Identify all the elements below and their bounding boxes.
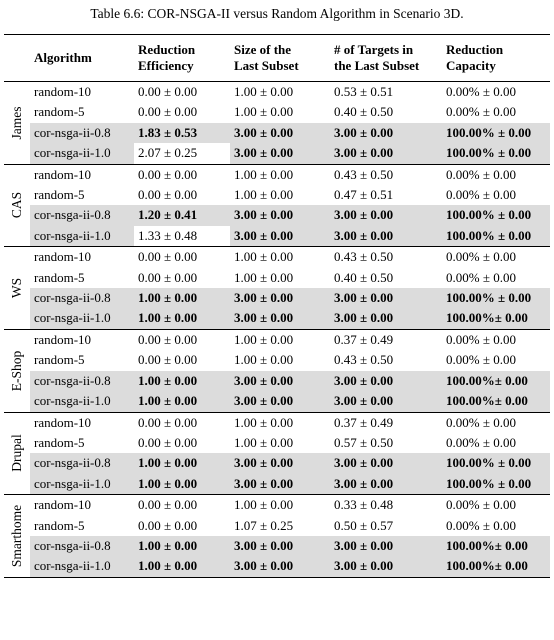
- table-row: [4, 350, 550, 370]
- cell-capacity: 0.00% ± 0.00: [446, 434, 516, 450]
- table-row: [4, 205, 550, 225]
- cell-capacity: 100.00% ± 0.00: [442, 453, 550, 473]
- header-reduction-efficiency: Reduction Efficiency: [138, 42, 196, 73]
- table-row: [4, 268, 550, 288]
- cell-algorithm: cor-nsga-ii-1.0: [30, 308, 134, 329]
- cell-size: 1.00 ± 0.00: [234, 269, 294, 285]
- group-label: Smarthome: [8, 504, 24, 568]
- cell-size: 1.00 ± 0.00: [234, 187, 294, 203]
- header-algorithm: Algorithm: [34, 50, 92, 65]
- cell-reduction-efficiency: 0.00 ± 0.00: [138, 249, 198, 265]
- header-reduction-capacity: Reduction Capacity: [446, 42, 504, 73]
- cell-reduction-efficiency: 1.33 ± 0.48: [134, 226, 230, 247]
- cell-reduction-efficiency: 2.07 ± 0.25: [134, 143, 230, 164]
- header-size-last-subset: Size of the Last Subset: [234, 42, 299, 73]
- cell-size: 1.00 ± 0.00: [234, 104, 294, 120]
- table-row: [4, 556, 550, 577]
- cell-targets: 3.00 ± 0.00: [330, 371, 442, 391]
- cell-targets: 3.00 ± 0.00: [330, 123, 442, 143]
- cell-capacity: 0.00% ± 0.00: [446, 414, 516, 430]
- cell-targets: 0.33 ± 0.48: [334, 497, 394, 513]
- cell-size: 3.00 ± 0.00: [230, 226, 330, 247]
- cell-reduction-efficiency: 0.00 ± 0.00: [138, 331, 198, 347]
- table-row: [4, 288, 550, 308]
- table-row: [4, 185, 550, 205]
- table-row: [4, 102, 550, 122]
- cell-algorithm: cor-nsga-ii-0.8: [30, 123, 134, 143]
- cell-capacity: 0.00% ± 0.00: [446, 331, 516, 347]
- cell-size: 1.00 ± 0.00: [234, 331, 294, 347]
- cell-algorithm: random-5: [34, 187, 85, 203]
- group-label: CAS: [8, 192, 24, 219]
- cell-algorithm: cor-nsga-ii-1.0: [30, 474, 134, 495]
- cell-targets: 3.00 ± 0.00: [330, 453, 442, 473]
- table-row: [4, 143, 550, 164]
- cell-capacity: 100.00% ± 0.00: [442, 288, 550, 308]
- cell-reduction-efficiency: 1.00 ± 0.00: [134, 288, 230, 308]
- cell-reduction-efficiency: 0.00 ± 0.00: [138, 269, 198, 285]
- cell-capacity: 0.00% ± 0.00: [446, 187, 516, 203]
- cell-size: 3.00 ± 0.00: [230, 123, 330, 143]
- cell-algorithm: cor-nsga-ii-0.8: [30, 536, 134, 556]
- cell-algorithm: cor-nsga-ii-0.8: [30, 453, 134, 473]
- cell-targets: 3.00 ± 0.00: [330, 556, 442, 577]
- table-row: [4, 329, 550, 350]
- cell-capacity: 100.00% ± 0.00: [442, 205, 550, 225]
- header-row: [4, 35, 550, 82]
- cell-targets: 0.43 ± 0.50: [334, 352, 394, 368]
- cell-size: 1.00 ± 0.00: [234, 434, 294, 450]
- cell-reduction-efficiency: 1.20 ± 0.41: [134, 205, 230, 225]
- cell-targets: 0.50 ± 0.57: [334, 517, 394, 533]
- cell-targets: 3.00 ± 0.00: [330, 143, 442, 164]
- cell-capacity: 100.00% ± 0.00: [442, 143, 550, 164]
- cell-capacity: 100.00%± 0.00: [442, 308, 550, 329]
- cell-reduction-efficiency: 0.00 ± 0.00: [138, 104, 198, 120]
- cell-algorithm: random-10: [34, 166, 92, 182]
- cell-targets: 3.00 ± 0.00: [330, 474, 442, 495]
- cell-size: 3.00 ± 0.00: [230, 536, 330, 556]
- table-row: [4, 308, 550, 329]
- cell-algorithm: random-5: [34, 434, 85, 450]
- cell-size: 3.00 ± 0.00: [230, 143, 330, 164]
- cell-targets: 3.00 ± 0.00: [330, 288, 442, 308]
- cell-size: 1.00 ± 0.00: [234, 414, 294, 430]
- table-row: [4, 391, 550, 412]
- cell-capacity: 100.00% ± 0.00: [442, 226, 550, 247]
- cell-targets: 0.57 ± 0.50: [334, 434, 394, 450]
- cell-targets: 3.00 ± 0.00: [330, 205, 442, 225]
- cell-size: 3.00 ± 0.00: [230, 391, 330, 412]
- header-targets-last-subset: # of Targets in the Last Subset: [334, 42, 420, 73]
- cell-size: 3.00 ± 0.00: [230, 371, 330, 391]
- cell-reduction-efficiency: 0.00 ± 0.00: [138, 434, 198, 450]
- cell-capacity: 0.00% ± 0.00: [446, 249, 516, 265]
- cell-reduction-efficiency: 1.00 ± 0.00: [134, 308, 230, 329]
- cell-algorithm: random-10: [34, 331, 92, 347]
- table-row: [4, 247, 550, 268]
- cell-reduction-efficiency: 0.00 ± 0.00: [138, 84, 198, 99]
- group-label: WS: [8, 277, 24, 299]
- cell-size: 3.00 ± 0.00: [230, 474, 330, 495]
- cell-reduction-efficiency: 1.00 ± 0.00: [134, 391, 230, 412]
- cell-capacity: 0.00% ± 0.00: [446, 517, 516, 533]
- table-row: [4, 516, 550, 536]
- cell-capacity: 0.00% ± 0.00: [446, 84, 516, 99]
- cell-targets: 3.00 ± 0.00: [330, 308, 442, 329]
- cell-algorithm: cor-nsga-ii-1.0: [30, 226, 134, 247]
- group-cas: [4, 164, 550, 247]
- cell-size: 1.00 ± 0.00: [234, 84, 294, 99]
- cell-size: 3.00 ± 0.00: [230, 453, 330, 473]
- cell-reduction-efficiency: 1.00 ± 0.00: [134, 556, 230, 577]
- cell-algorithm: random-5: [34, 269, 85, 285]
- cell-algorithm: cor-nsga-ii-0.8: [30, 205, 134, 225]
- cell-size: 1.00 ± 0.00: [234, 352, 294, 368]
- table-row: [4, 495, 550, 516]
- cell-algorithm: cor-nsga-ii-1.0: [30, 556, 134, 577]
- table-caption: Table 6.6: COR-NSGA-II versus Random Algorithm in Scenario 3D.: [90, 6, 464, 21]
- cell-targets: 0.40 ± 0.50: [334, 104, 394, 120]
- cell-algorithm: cor-nsga-ii-1.0: [30, 143, 134, 164]
- cell-algorithm: random-10: [34, 497, 92, 513]
- table-row: [4, 536, 550, 556]
- cell-targets: 0.40 ± 0.50: [334, 269, 394, 285]
- cell-reduction-efficiency: 1.83 ± 0.53: [134, 123, 230, 143]
- results-table: [4, 34, 550, 578]
- cell-algorithm: random-10: [34, 249, 92, 265]
- cell-targets: 0.47 ± 0.51: [334, 187, 394, 203]
- cell-targets: 0.37 ± 0.49: [334, 331, 394, 347]
- cell-targets: 0.43 ± 0.50: [334, 249, 394, 265]
- group-james: [4, 82, 550, 165]
- cell-size: 1.00 ± 0.00: [234, 497, 294, 513]
- header-group: [4, 35, 30, 82]
- cell-size: 3.00 ± 0.00: [230, 205, 330, 225]
- cell-reduction-efficiency: 0.00 ± 0.00: [138, 187, 198, 203]
- table-row: [4, 82, 550, 103]
- group-smarthome: [4, 495, 550, 578]
- cell-size: 1.00 ± 0.00: [234, 249, 294, 265]
- cell-algorithm: cor-nsga-ii-0.8: [30, 371, 134, 391]
- cell-size: 3.00 ± 0.00: [230, 308, 330, 329]
- cell-size: 1.07 ± 0.25: [234, 517, 294, 533]
- cell-capacity: 100.00% ± 0.00: [442, 123, 550, 143]
- cell-algorithm: cor-nsga-ii-0.8: [30, 288, 134, 308]
- cell-capacity: 0.00% ± 0.00: [446, 104, 516, 120]
- cell-capacity: 100.00%± 0.00: [442, 391, 550, 412]
- table-row: [4, 371, 550, 391]
- cell-reduction-efficiency: 1.00 ± 0.00: [134, 453, 230, 473]
- cell-reduction-efficiency: 1.00 ± 0.00: [134, 371, 230, 391]
- cell-algorithm: random-10: [34, 414, 92, 430]
- cell-size: 3.00 ± 0.00: [230, 556, 330, 577]
- cell-capacity: 100.00%± 0.00: [442, 536, 550, 556]
- cell-targets: 3.00 ± 0.00: [330, 536, 442, 556]
- cell-capacity: 0.00% ± 0.00: [446, 166, 516, 182]
- cell-size: 1.00 ± 0.00: [234, 166, 294, 182]
- group-label: Drupal: [8, 434, 24, 473]
- cell-algorithm: random-5: [34, 517, 85, 533]
- group-ws: [4, 247, 550, 330]
- cell-capacity: 100.00%± 0.00: [442, 556, 550, 577]
- table-row: [4, 123, 550, 143]
- table-row: [4, 164, 550, 185]
- cell-reduction-efficiency: 0.00 ± 0.00: [138, 517, 198, 533]
- group-label: E-Shop: [8, 350, 24, 391]
- table-row: [4, 474, 550, 495]
- cell-capacity: 0.00% ± 0.00: [446, 497, 516, 513]
- cell-algorithm: random-5: [34, 352, 85, 368]
- group-e-shop: [4, 329, 550, 412]
- cell-capacity: 100.00% ± 0.00: [442, 474, 550, 495]
- table-row: [4, 412, 550, 433]
- cell-reduction-efficiency: 1.00 ± 0.00: [134, 474, 230, 495]
- cell-algorithm: random-5: [34, 104, 85, 120]
- cell-reduction-efficiency: 0.00 ± 0.00: [138, 166, 198, 182]
- cell-capacity: 100.00%± 0.00: [442, 371, 550, 391]
- cell-reduction-efficiency: 0.00 ± 0.00: [138, 414, 198, 430]
- table-row: [4, 226, 550, 247]
- table-row: [4, 433, 550, 453]
- table-row: [4, 453, 550, 473]
- group-drupal: [4, 412, 550, 495]
- cell-capacity: 0.00% ± 0.00: [446, 352, 516, 368]
- cell-targets: 3.00 ± 0.00: [330, 391, 442, 412]
- cell-reduction-efficiency: 1.00 ± 0.00: [134, 536, 230, 556]
- cell-targets: 0.37 ± 0.49: [334, 414, 394, 430]
- cell-algorithm: random-10: [34, 84, 92, 99]
- cell-capacity: 0.00% ± 0.00: [446, 269, 516, 285]
- cell-targets: 0.53 ± 0.51: [334, 84, 394, 99]
- cell-targets: 3.00 ± 0.00: [330, 226, 442, 247]
- cell-size: 3.00 ± 0.00: [230, 288, 330, 308]
- group-label: James: [8, 106, 24, 140]
- cell-algorithm: cor-nsga-ii-1.0: [30, 391, 134, 412]
- cell-targets: 0.43 ± 0.50: [334, 166, 394, 182]
- cell-reduction-efficiency: 0.00 ± 0.00: [138, 352, 198, 368]
- cell-reduction-efficiency: 0.00 ± 0.00: [138, 497, 198, 513]
